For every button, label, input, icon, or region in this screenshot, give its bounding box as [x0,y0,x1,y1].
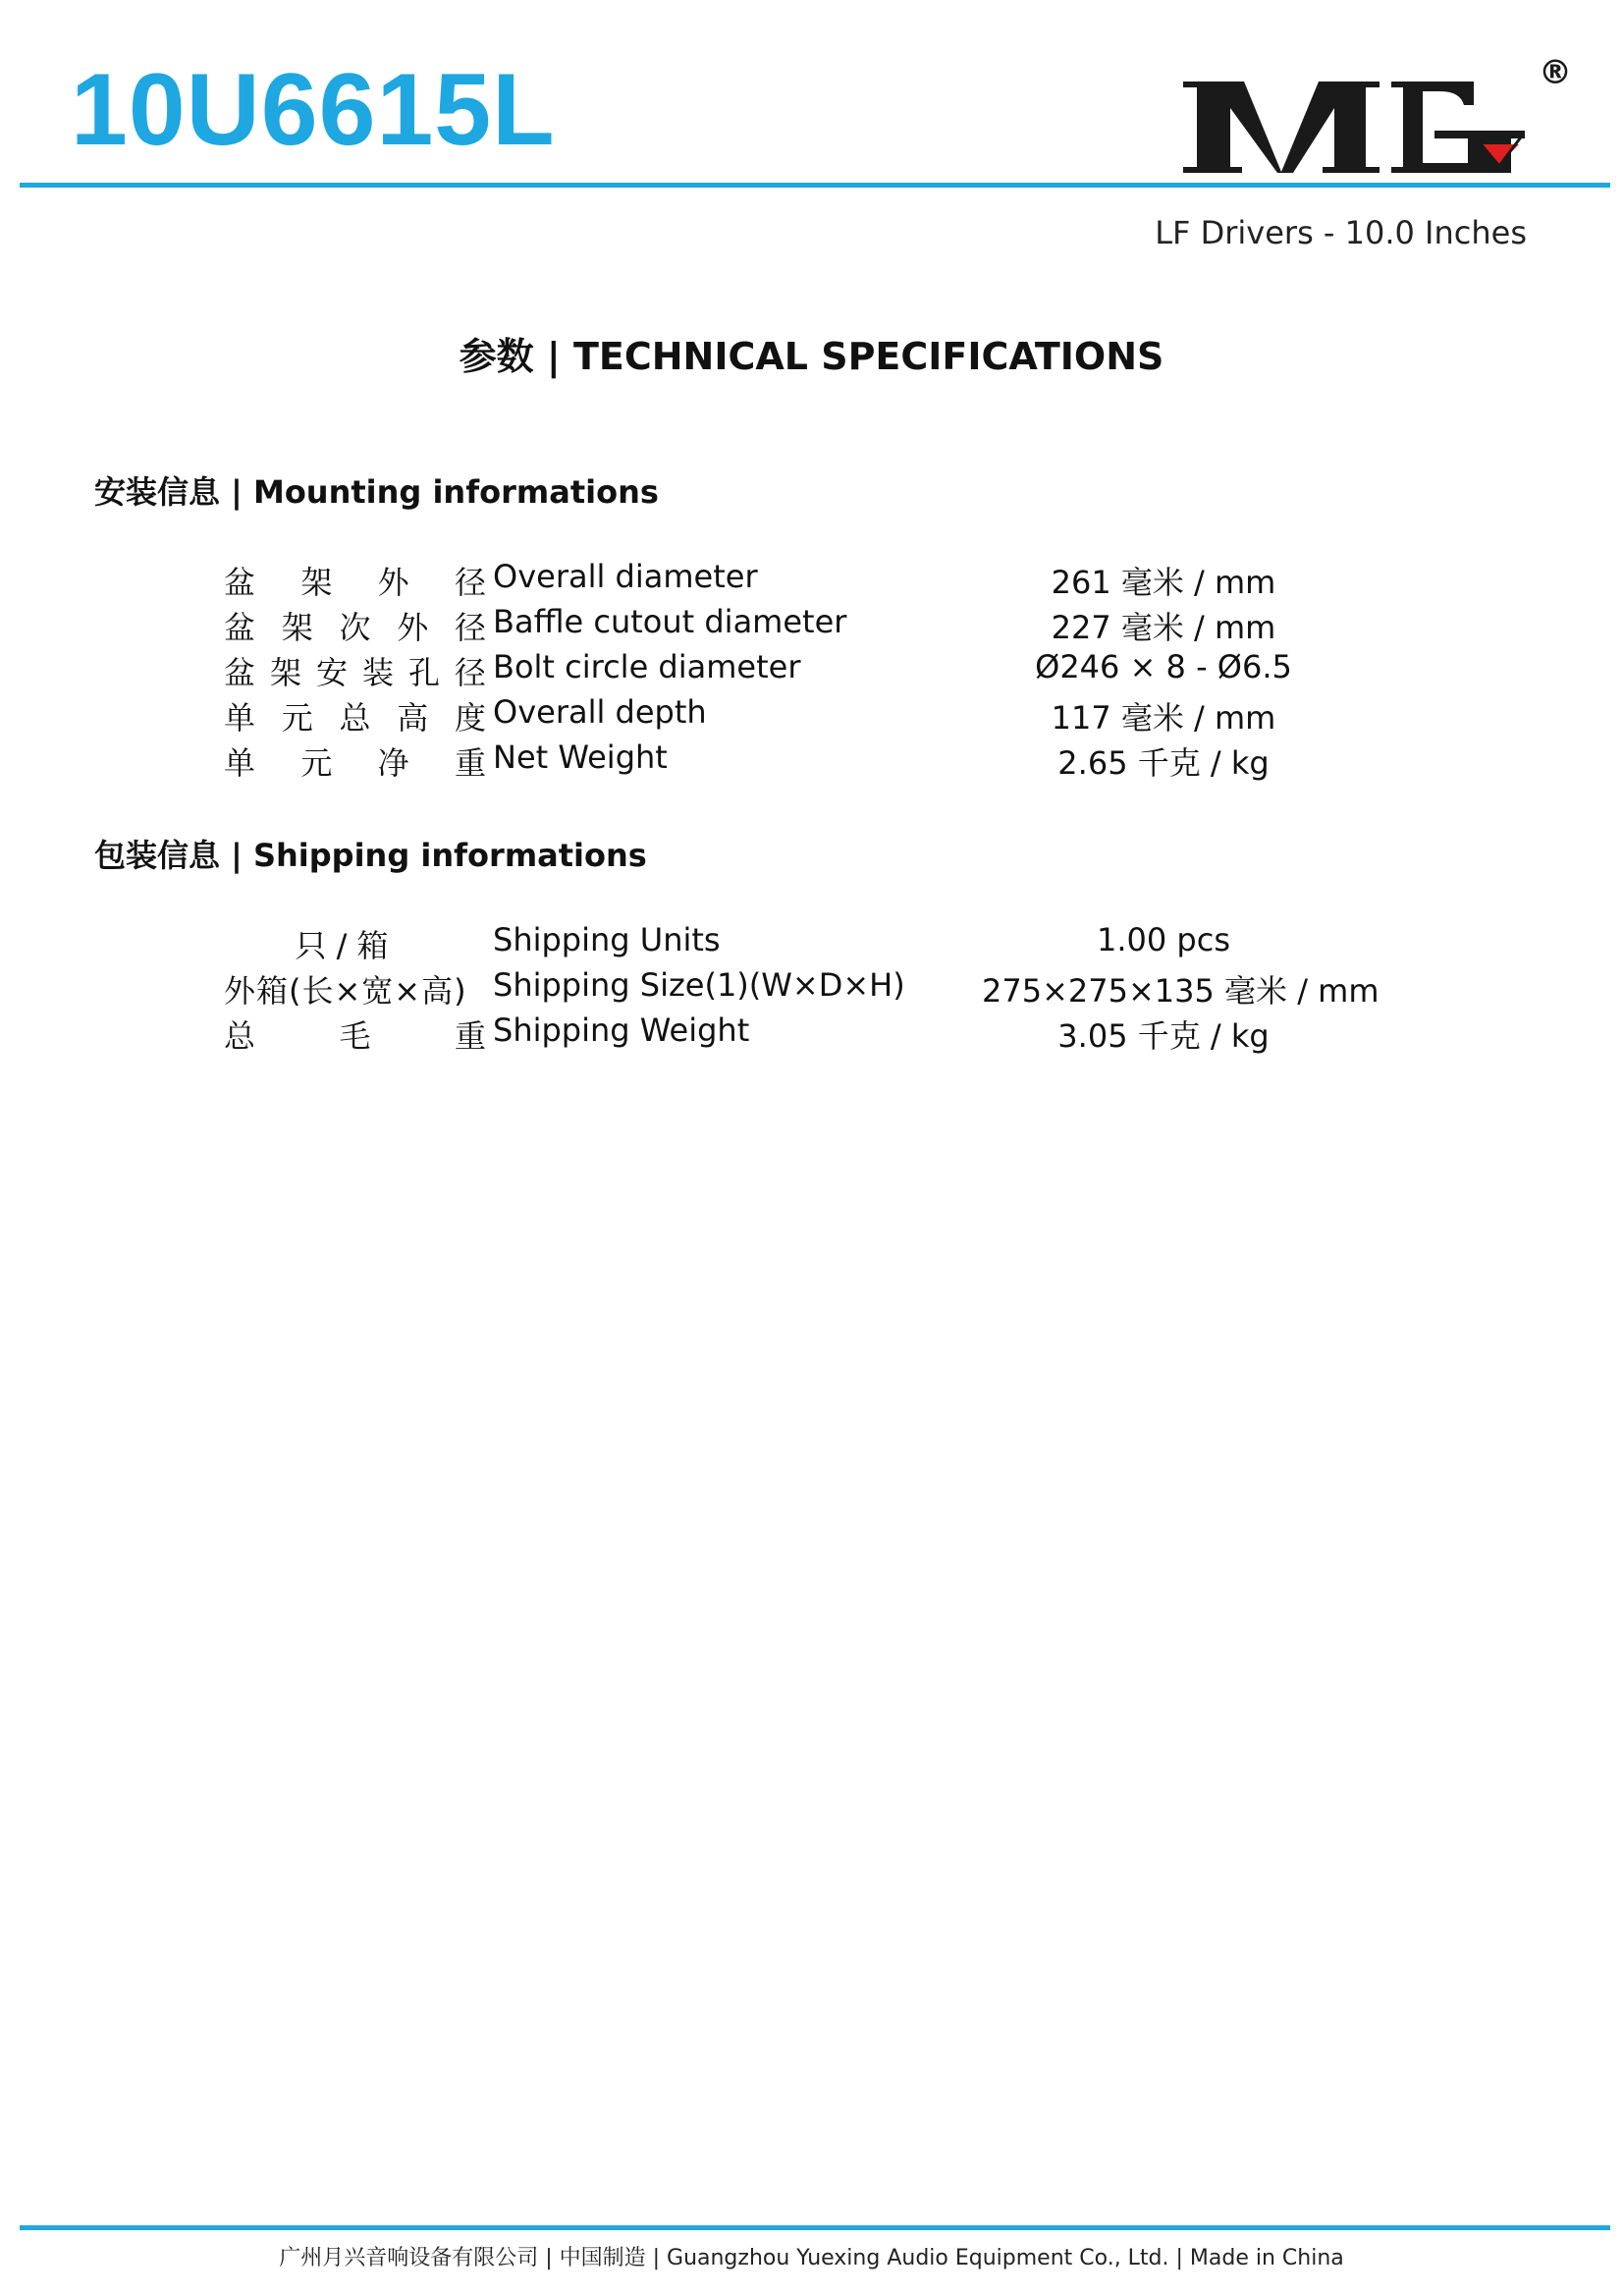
footer-text: 广州月兴音响设备有限公司 | 中国制造 | Guangzhou Yuexing Audio Equipment Co., Ltd. | Made in China [279,2246,1344,2270]
spec-label-cn: 盆 架 次 外 径 [224,609,486,646]
spec-value: Ø246 × 8 - Ø6.5 [1035,648,1292,685]
spec-value: 1.00 pcs [1097,921,1230,958]
section-title-mounting: 安装信息 | Mounting informations [94,473,659,511]
spec-label-cn: 单 元 总 高 度 [224,699,486,737]
spec-value: 117 毫米 / mm [1051,699,1276,737]
spec-label-en: Shipping Units [493,921,721,958]
spec-row [0,738,1623,784]
registered-mark: ® [1539,54,1572,92]
spec-value: 3.05 千克 / kg [1057,1017,1270,1055]
spec-label-en: Bolt circle diameter [493,648,801,685]
spec-label-cn: 只 / 箱 [295,927,389,964]
spec-value: 227 毫米 / mm [1051,609,1276,646]
spec-label-cn: 总 毛 重 [224,1017,486,1055]
spec-value: 261 毫米 / mm [1051,564,1276,601]
spec-label-cn: 盆 架 安 装 孔 径 [224,654,486,691]
page-title: 参数 | TECHNICAL SPECIFICATIONS [459,335,1164,378]
spec-label-cn: 单 元 净 重 [224,744,486,782]
spec-label-cn: 外箱(长×宽×高) [224,972,467,1010]
spec-label-en: Shipping Size(1)(W×D×H) [493,966,905,1004]
spec-label-en: Shipping Weight [493,1011,750,1049]
spec-row [0,1011,1623,1057]
spec-row [0,558,1623,603]
section-title-shipping: 包装信息 | Shipping informations [94,837,647,874]
product-category: LF Drivers - 10.0 Inches [1155,214,1527,251]
spec-row [0,603,1623,648]
model-number: 10U6615L [71,53,556,167]
spec-value: 275×275×135 毫米 / mm [982,972,1380,1010]
logo-letter-m [1183,82,1380,173]
brand-logo [1183,54,1576,182]
spec-label-en: Overall diameter [493,558,758,595]
spec-label-en: Baffle cutout diameter [493,603,847,640]
spec-row [0,921,1623,966]
spec-label-en: Overall depth [493,693,707,731]
spec-label-cn: 盆 架 外 径 [224,564,486,601]
spec-row [0,693,1623,738]
spec-row [0,648,1623,693]
spec-label-en: Net Weight [493,738,668,776]
footer-divider [20,2225,1610,2230]
spec-row [0,966,1623,1011]
header-divider [20,183,1610,188]
spec-value: 2.65 千克 / kg [1057,744,1270,782]
